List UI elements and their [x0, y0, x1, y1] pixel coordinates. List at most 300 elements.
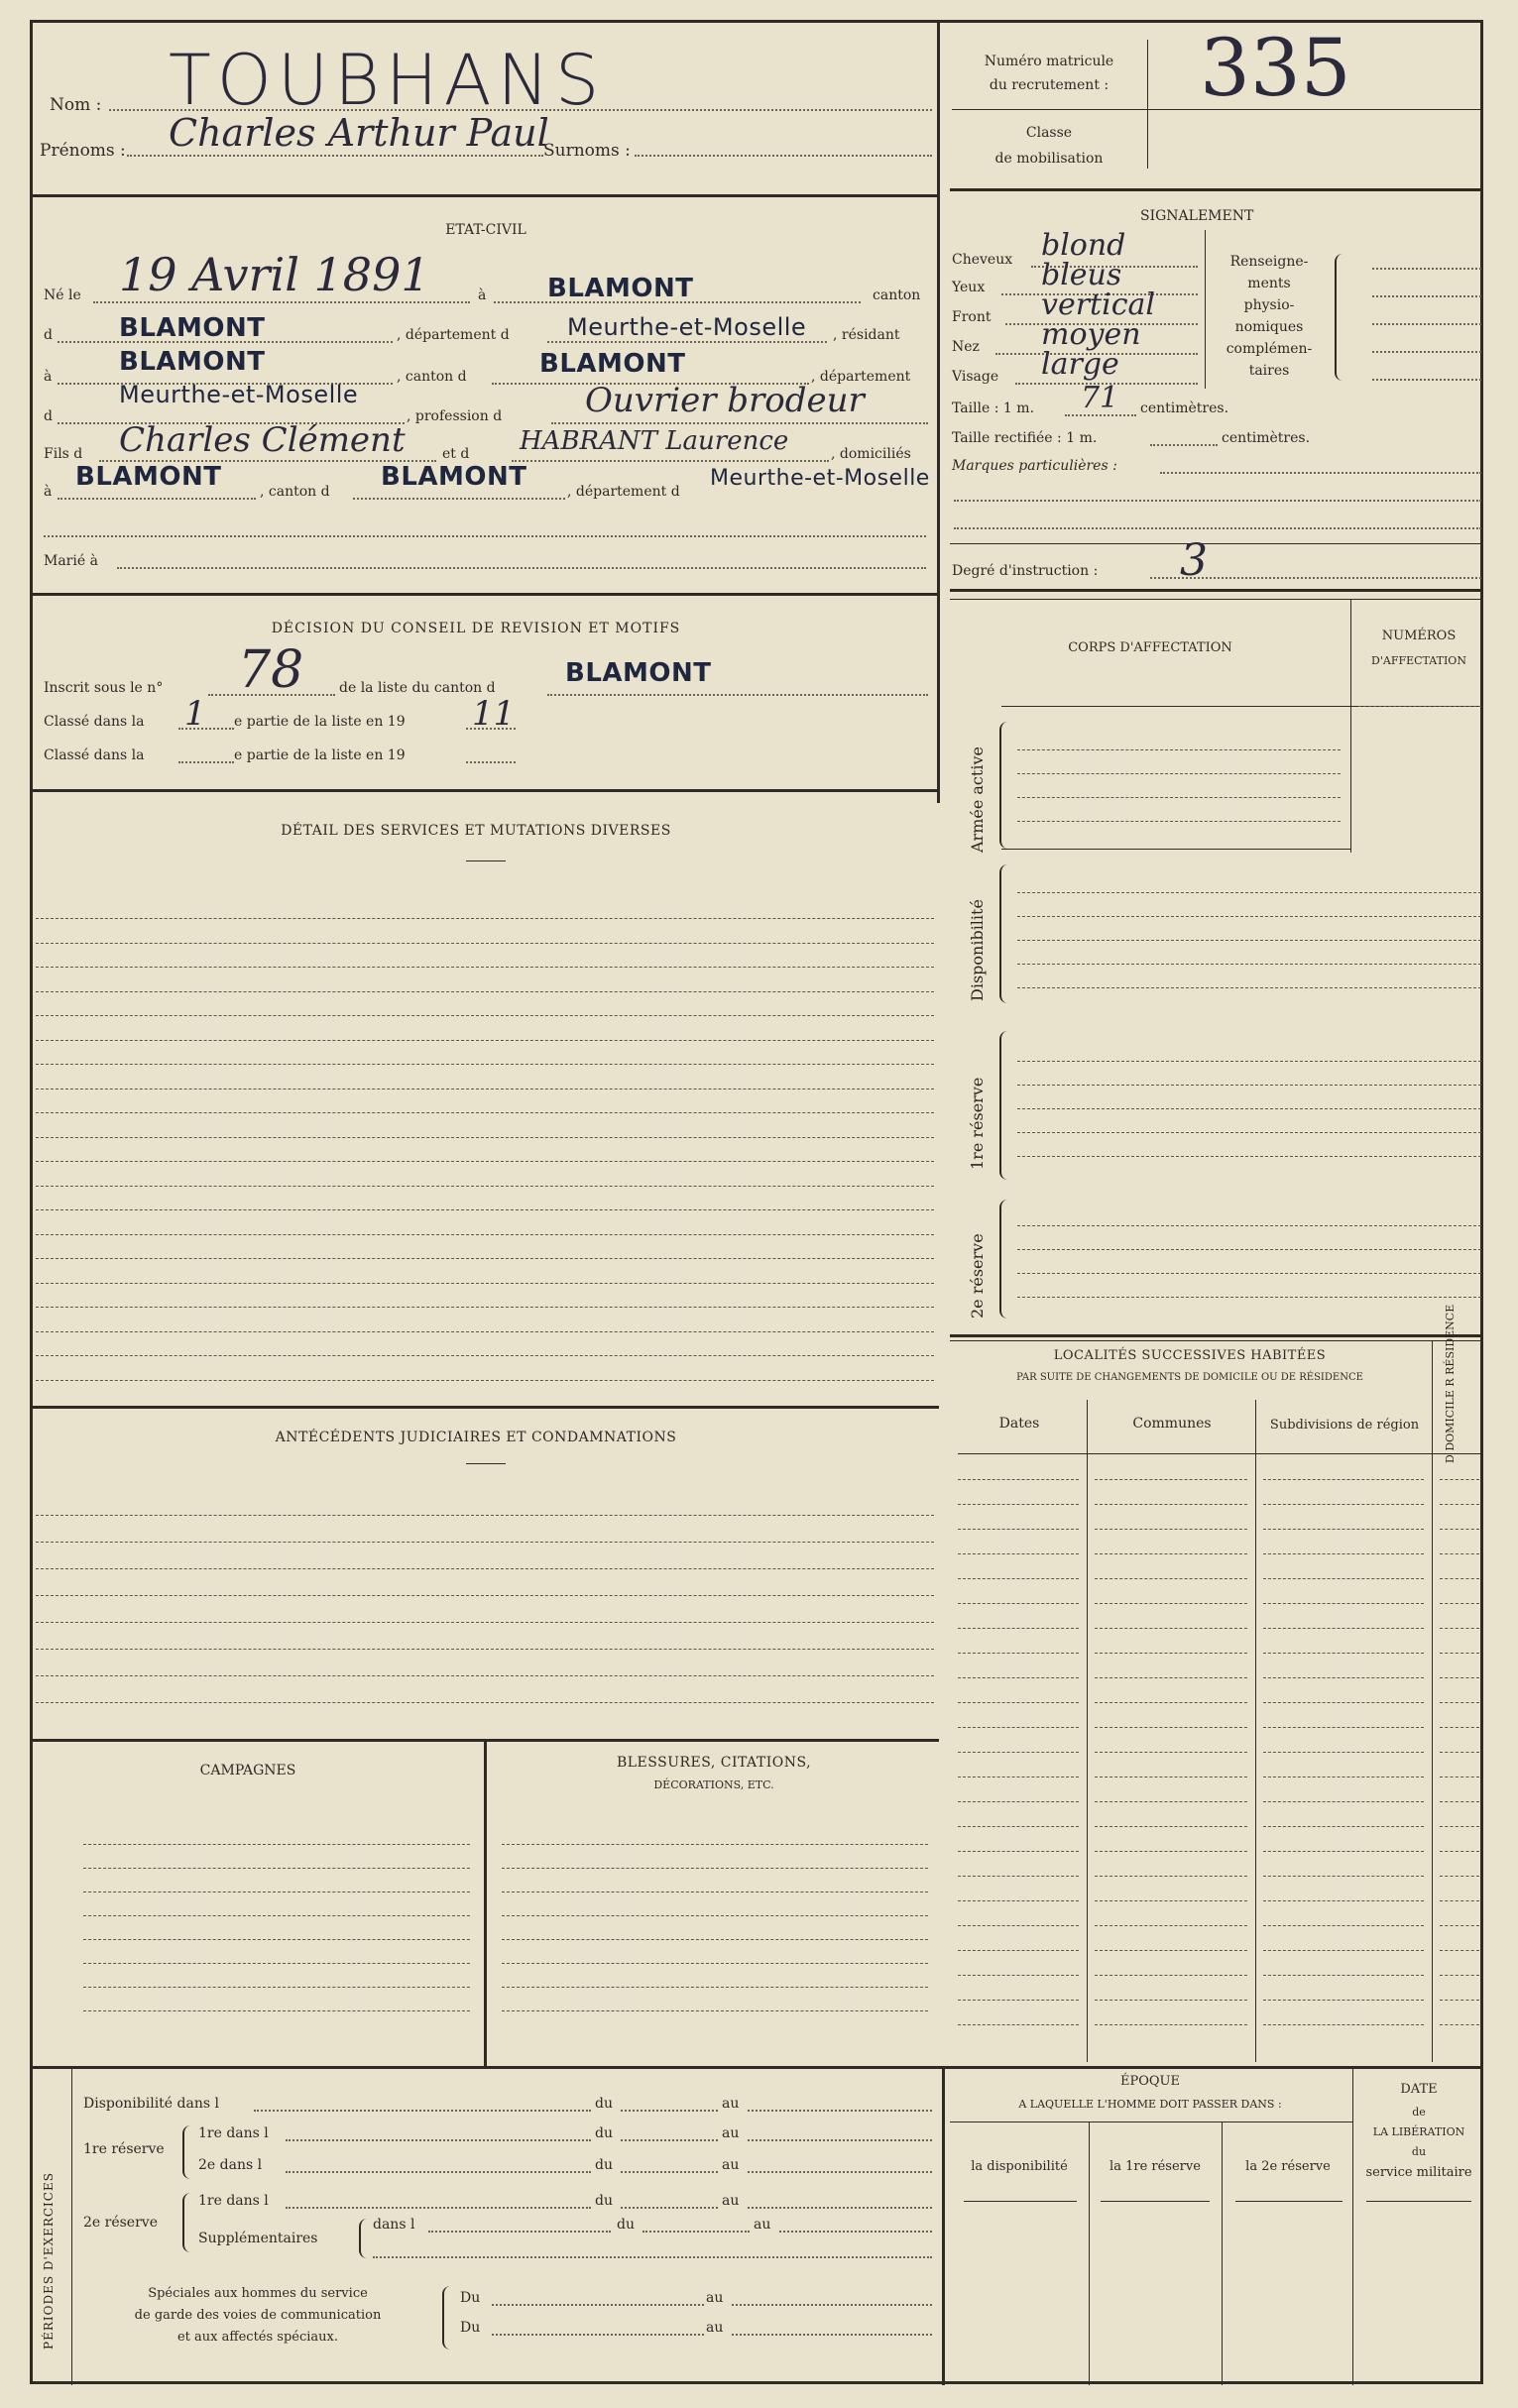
affectation-dispo-line	[1017, 892, 1481, 893]
nez-label: Nez	[952, 339, 980, 355]
date-line-3: LA LIBÉRATION	[1372, 2125, 1465, 2138]
inscrit-label: Inscrit sous le n°	[44, 680, 164, 696]
birth-date-value: 19 Avril 1891	[119, 248, 430, 301]
localites-title-1: LOCALITÉS SUCCESSIVES HABITÉES	[1053, 1348, 1327, 1363]
affectation-res2-line	[1017, 1297, 1481, 1298]
canton2-label: , canton d	[397, 369, 467, 385]
res2-a-du: du	[595, 2193, 613, 2209]
periodes-side-divider	[71, 2066, 72, 2385]
localites-dates-line	[958, 2024, 1079, 2025]
localites-domicile-line	[1440, 1578, 1479, 1579]
localites-communes-line	[1095, 1851, 1247, 1852]
spec-du-1: Du	[460, 2290, 481, 2306]
renseignements-6: taires	[1248, 363, 1290, 379]
localites-domicile-divider	[1432, 1340, 1433, 2062]
father-value: Charles Clément	[119, 420, 406, 460]
spec-line-3: et aux affectés spéciaux.	[176, 2330, 339, 2345]
services-ruled-line	[36, 1137, 934, 1138]
localites-domicile-line	[1440, 1801, 1479, 1802]
affectation-bottom	[950, 1334, 1483, 1337]
localites-dates-line	[958, 1727, 1079, 1728]
services-ruled-line	[36, 1331, 934, 1332]
campagnes-ruled-line	[83, 1939, 470, 1940]
campagnes-divider	[484, 1739, 487, 2066]
etat-civil-blank-line	[44, 535, 926, 537]
residant-label: , résidant	[833, 327, 900, 343]
spec-line-1: Spéciales aux hommes du service	[148, 2286, 368, 2301]
localites-dates-line	[958, 1603, 1079, 1604]
affectation-active-line	[1017, 749, 1341, 750]
localites-subdivisions-line	[1263, 2000, 1424, 2001]
epoque-col-rule-2	[1101, 2201, 1210, 2202]
localites-dates-line	[958, 1900, 1079, 1901]
affectation-brace-1	[999, 722, 1011, 849]
parents-place-value: BLAMONT	[75, 462, 222, 492]
dispo-du-underline	[621, 2110, 718, 2112]
res1-a-label: 1re dans l	[198, 2125, 269, 2141]
localites-subdivisions-line	[1263, 1950, 1424, 1951]
localites-subdivisions-line	[1263, 1677, 1424, 1678]
localites-communes-line	[1095, 1900, 1247, 1901]
localites-communes-line	[1095, 1826, 1247, 1827]
res2-brace	[182, 2193, 192, 2252]
classe-label-2: de mobilisation	[994, 151, 1104, 167]
epoque-col-rule-3	[1235, 2201, 1343, 2202]
departement3-label: , département d	[567, 484, 680, 500]
partie2-label: e partie de la liste en 19	[234, 747, 406, 763]
armee-active-label: Armée active	[968, 746, 987, 853]
affectation-res1-line	[1017, 1156, 1481, 1157]
localites-communes-line	[1095, 1479, 1247, 1480]
residence-value: BLAMONT	[119, 347, 266, 377]
affectation-dispo-line	[1017, 940, 1481, 941]
corps-title: CORPS D'AFFECTATION	[1068, 640, 1232, 655]
localites-dates-line	[958, 1479, 1079, 1480]
res1-a-au-underline	[748, 2139, 932, 2141]
localites-subdivisions-line	[1263, 1578, 1424, 1579]
services-ruled-line	[36, 1209, 934, 1210]
affectation-active-bottom	[1001, 849, 1350, 850]
affectation-res2-line	[1017, 1249, 1481, 1250]
matricule-label-1: Numéro matricule	[984, 54, 1114, 69]
classe2-label: Classé dans la	[44, 747, 145, 763]
res1-b-underline	[286, 2171, 591, 2173]
signalement-divider	[1205, 230, 1206, 389]
canton3-underline	[353, 498, 565, 500]
col-communes: Communes	[1132, 1416, 1212, 1432]
localites-domicile-line	[1440, 1702, 1479, 1703]
localites-domicile-line	[1440, 1752, 1479, 1753]
marie-underline	[117, 567, 926, 569]
res2-a-underline	[286, 2207, 591, 2209]
blessures-ruled-line	[502, 1987, 928, 1988]
affectation-res1-line	[1017, 1132, 1481, 1133]
renseignements-line-3	[1372, 323, 1481, 325]
localites-domicile-line	[1440, 1529, 1479, 1530]
services-ruled-line	[36, 1112, 934, 1113]
services-ruled-line	[36, 1307, 934, 1308]
marques-label: Marques particulières :	[952, 458, 1117, 474]
localites-domicile-line	[1440, 2024, 1479, 2025]
canton2-value: BLAMONT	[539, 349, 686, 379]
localites-subdivisions-line	[1263, 1553, 1424, 1554]
spec-au-2: au	[706, 2320, 724, 2336]
nez-value: moyen	[1041, 317, 1141, 352]
localites-domicile-label: D DOMICILE R RÉSIDENCE	[1444, 1304, 1457, 1463]
affectation-dispo-line	[1017, 964, 1481, 965]
profession-value: Ouvrier brodeur	[585, 381, 865, 420]
localites-subdivisions-line	[1263, 1925, 1424, 1926]
localites-subdivisions-line	[1263, 1479, 1424, 1480]
affectation-res1-line	[1017, 1061, 1481, 1062]
dispo-underline	[254, 2110, 591, 2112]
affectation-dispo-line	[1017, 987, 1481, 988]
classe1-value: 1	[184, 694, 206, 734]
affectation-active-line	[1017, 797, 1341, 798]
matricule-label-2: du recrutement :	[989, 77, 1109, 93]
header-divider	[937, 20, 940, 803]
affectation-brace-4	[999, 1200, 1011, 1319]
inscrit-value: 78	[238, 640, 304, 700]
prenoms-value: Charles Arthur Paul	[169, 111, 549, 155]
prenoms-label: Prénoms :	[40, 141, 126, 161]
classe1-label: Classé dans la	[44, 714, 145, 730]
marie-label: Marié à	[44, 553, 98, 569]
services-title-rule	[466, 860, 506, 861]
res2-b-au: au	[754, 2217, 771, 2233]
date-line-5: service militaire	[1365, 2165, 1472, 2180]
numeros-divider	[1350, 599, 1351, 853]
judiciaires-title: ANTÉCÉDENTS JUDICIAIRES ET CONDAMNATIONS	[275, 1430, 677, 1445]
res2-a-du-underline	[621, 2207, 718, 2209]
localites-dates-line	[958, 2000, 1079, 2001]
res1-b-du-underline	[621, 2171, 718, 2173]
header-bottom-right	[950, 188, 1483, 191]
date-line-4: du	[1411, 2145, 1427, 2158]
services-ruled-line	[36, 1380, 934, 1381]
numeros-title-2: D'AFFECTATION	[1371, 654, 1466, 667]
localites-subdivisions-line	[1263, 1628, 1424, 1629]
renseignements-brace	[1335, 254, 1346, 381]
localites-communes-line	[1095, 1529, 1247, 1530]
campagnes-ruled-line	[83, 1915, 470, 1916]
epoque-title-2: A LAQUELLE L'HOMME DOIT PASSER DANS :	[1018, 2098, 1282, 2111]
cheveux-label: Cheveux	[952, 252, 1013, 268]
campagnes-ruled-line	[83, 1987, 470, 1988]
localites-dates-line	[958, 1553, 1079, 1554]
judiciaires-ruled-line	[36, 1595, 934, 1596]
localites-communes-line	[1095, 1801, 1247, 1802]
localites-communes-line	[1095, 2000, 1247, 2001]
liste-canton-label: de la liste du canton d	[339, 680, 496, 696]
localites-domicile-line	[1440, 1925, 1479, 1926]
res2-b-blank	[373, 2256, 932, 2258]
services-ruled-line	[36, 918, 934, 919]
localites-communes-line	[1095, 1628, 1247, 1629]
localites-domicile-line	[1440, 2000, 1479, 2001]
cheveux-value: blond	[1041, 228, 1126, 263]
localites-communes-line	[1095, 1603, 1247, 1604]
localites-domicile-line	[1440, 1727, 1479, 1728]
spec-au-1-underline	[732, 2304, 932, 2306]
epoque-col-3: la 2e réserve	[1245, 2159, 1331, 2174]
marques-underline-3	[954, 527, 1481, 529]
localites-domicile-line	[1440, 1975, 1479, 1976]
mother-label: et d	[442, 446, 470, 462]
res2-b-label: Supplémentaires	[198, 2231, 318, 2246]
spec-au-1: au	[706, 2290, 724, 2306]
numeros-line	[1358, 706, 1481, 707]
canton3-value: BLAMONT	[381, 462, 527, 492]
services-ruled-line	[36, 967, 934, 968]
col-subdivisions: Subdivisions de région	[1269, 1418, 1420, 1433]
departement2-value: Meurthe-et-Moselle	[119, 381, 359, 408]
epoque-col-divider-1	[1089, 2121, 1090, 2385]
localites-dates-line	[958, 1628, 1079, 1629]
d-label: d	[44, 327, 53, 343]
numeros-title-1: NUMÉROS	[1381, 629, 1457, 643]
localites-domicile-line	[1440, 1900, 1479, 1901]
services-ruled-line	[36, 1186, 934, 1187]
localites-header-rule	[958, 1453, 1481, 1454]
birth-date-underline	[93, 301, 470, 303]
services-bottom	[30, 1406, 939, 1409]
epoque-date-divider	[1352, 2066, 1353, 2385]
taille-value: 71	[1081, 381, 1119, 415]
etat-civil-title: ETAT-CIVIL	[445, 222, 526, 238]
localites-domicile-line	[1440, 1653, 1479, 1654]
spec-au-2-underline	[732, 2334, 932, 2336]
judiciaires-ruled-line	[36, 1675, 934, 1676]
localites-domicile-line	[1440, 1851, 1479, 1852]
res1-b-au: au	[722, 2157, 740, 2173]
header-bottom-left	[30, 194, 939, 197]
blessures-ruled-line	[502, 2010, 928, 2011]
departement3-value: Meurthe-et-Moselle	[710, 466, 930, 491]
localites-subdivisions-line	[1263, 1603, 1424, 1604]
profession-underline	[551, 422, 928, 424]
renseignements-line-5	[1372, 379, 1481, 381]
affectation-res1-line	[1017, 1108, 1481, 1109]
d2-label: d	[44, 408, 53, 424]
departement-underline	[547, 341, 827, 343]
dispo-au-underline	[748, 2110, 932, 2112]
dispo-du: du	[595, 2096, 613, 2112]
surnoms-label: Surnoms :	[543, 141, 631, 161]
blessures-ruled-line	[502, 1844, 928, 1845]
affectation-res2-line	[1017, 1225, 1481, 1226]
localites-communes-line	[1095, 1950, 1247, 1951]
matricule-value: 335	[1200, 22, 1351, 114]
epoque-col-2: la 1re réserve	[1109, 2159, 1201, 2174]
res2-b-du: du	[617, 2217, 635, 2233]
res2-b-au-underline	[779, 2231, 932, 2233]
signalement-bottom	[950, 589, 1483, 592]
affectation-res2-line	[1017, 1273, 1481, 1274]
partie1-label: e partie de la liste en 19	[234, 714, 406, 730]
liste-canton-underline	[547, 694, 928, 696]
affectation-brace-3	[999, 1031, 1011, 1180]
services-ruled-line	[36, 1234, 934, 1235]
signalement-title: SIGNALEMENT	[1140, 208, 1254, 224]
judiciaires-ruled-line	[36, 1568, 934, 1569]
localites-dates-line	[958, 1950, 1079, 1951]
epoque-col-rule-1	[964, 2201, 1077, 2202]
localites-col-divider-1	[1087, 1400, 1088, 2062]
mother-value: HABRANT Laurence	[520, 426, 789, 456]
localites-dates-line	[958, 1529, 1079, 1530]
matricule-rule	[952, 109, 1483, 110]
domicilies-label: , domiciliés	[831, 446, 911, 462]
col-dates: Dates	[998, 1416, 1040, 1432]
conseil-title: DÉCISION DU CONSEIL DE REVISION ET MOTIFS	[271, 621, 681, 636]
localites-communes-line	[1095, 1975, 1247, 1976]
annee1-value: 11	[472, 694, 516, 734]
services-ruled-line	[36, 1161, 934, 1162]
localites-communes-line	[1095, 1653, 1247, 1654]
localites-title-2: PAR SUITE DE CHANGEMENTS DE DOMICILE OU DE RÉSIDENCE	[1016, 1372, 1363, 1383]
taille-label: Taille : 1 m.	[952, 401, 1035, 416]
localites-communes-line	[1095, 1876, 1247, 1877]
localites-dates-line	[958, 1826, 1079, 1827]
localites-subdivisions-line	[1263, 1900, 1424, 1901]
annee2-underline	[466, 761, 516, 763]
departement-label: , département d	[397, 327, 510, 343]
services-ruled-line	[36, 943, 934, 944]
services-ruled-line	[36, 1283, 934, 1284]
front-value: vertical	[1041, 287, 1155, 322]
campagnes-ruled-line	[83, 1963, 470, 1964]
blessures-ruled-line	[502, 1963, 928, 1964]
dispo-label: Disponibilité dans l	[83, 2096, 219, 2112]
blessures-ruled-line	[502, 1868, 928, 1869]
localites-subdivisions-line	[1263, 1975, 1424, 1976]
judiciaires-ruled-line	[36, 1702, 934, 1703]
services-title: DÉTAIL DES SERVICES ET MUTATIONS DIVERSES	[281, 823, 671, 839]
yeux-value: bleus	[1041, 258, 1122, 292]
departement2-label: , département	[811, 369, 911, 385]
localites-domicile-line	[1440, 1876, 1479, 1877]
blessures-ruled-line	[502, 1939, 928, 1940]
localites-col-divider-2	[1255, 1400, 1256, 2062]
localites-communes-line	[1095, 1727, 1247, 1728]
res1-b-label: 2e dans l	[198, 2157, 263, 2173]
res2-a-label: 1re dans l	[198, 2193, 269, 2209]
services-ruled-line	[36, 1040, 934, 1041]
localites-domicile-line	[1440, 1553, 1479, 1554]
localites-communes-line	[1095, 1578, 1247, 1579]
renseignements-1: Renseigne-	[1229, 254, 1309, 270]
periodes-side-label: PÉRIODES D'EXERCICES	[42, 2172, 56, 2350]
ne-le-label: Né le	[44, 287, 81, 303]
localites-dates-line	[958, 1925, 1079, 1926]
campagnes-ruled-line	[83, 2010, 470, 2011]
localites-communes-line	[1095, 2024, 1247, 2025]
res2-a-au: au	[722, 2193, 740, 2209]
surnoms-underline	[635, 155, 932, 157]
services-ruled-line	[36, 1258, 934, 1259]
marques-underline-2	[954, 500, 1481, 502]
departement-value: Meurthe-et-Moselle	[567, 313, 807, 341]
localites-subdivisions-line	[1263, 1504, 1424, 1505]
spec-du-2-underline	[492, 2334, 704, 2336]
localites-dates-line	[958, 1851, 1079, 1852]
localites-dates-line	[958, 1578, 1079, 1579]
res2-label: 2e réserve	[83, 2215, 158, 2231]
renseignements-3: physio-	[1243, 297, 1295, 313]
etat-civil-bottom	[30, 593, 939, 596]
res2-b-dans-underline	[428, 2231, 611, 2233]
campagnes-ruled-line	[83, 1844, 470, 1845]
visage-value: large	[1041, 347, 1119, 382]
epoque-col-1: la disponibilité	[971, 2159, 1068, 2174]
res1-a-du-underline	[621, 2139, 718, 2141]
affectation-active-line	[1017, 773, 1341, 774]
res1-b-au-underline	[748, 2171, 932, 2173]
classe-label-1: Classe	[1025, 125, 1073, 141]
localites-subdivisions-line	[1263, 1752, 1424, 1753]
res1-a-du: du	[595, 2125, 613, 2141]
spec-line-2: de garde des voies de communication	[134, 2308, 382, 2323]
localites-domicile-line	[1440, 1628, 1479, 1629]
date-line-1: DATE	[1400, 2082, 1438, 2097]
judiciaires-ruled-line	[36, 1649, 934, 1650]
localites-communes-line	[1095, 1925, 1247, 1926]
localites-subdivisions-line	[1263, 1727, 1424, 1728]
affectation-brace-2	[999, 864, 1011, 1003]
periodes-right-divider	[942, 2066, 945, 2385]
dispo-au: au	[722, 2096, 740, 2112]
services-ruled-line	[36, 991, 934, 992]
blessures-title-2: DÉCORATIONS, ETC.	[653, 1778, 774, 1791]
liste-canton-value: BLAMONT	[565, 658, 712, 688]
localites-dates-line	[958, 1876, 1079, 1877]
spec-du-2: Du	[460, 2320, 481, 2336]
affectation-dispo-line	[1017, 916, 1481, 917]
localites-subdivisions-line	[1263, 1702, 1424, 1703]
localites-communes-line	[1095, 1702, 1247, 1703]
a2-label: à	[44, 369, 53, 385]
affectation-res1-line	[1017, 1085, 1481, 1086]
canton3-label: , canton d	[260, 484, 330, 500]
res1-label: 1re réserve	[83, 2141, 165, 2157]
affectation-top	[950, 599, 1483, 600]
birth-place-value: BLAMONT	[547, 274, 694, 303]
instruction-value: 3	[1180, 535, 1208, 586]
localites-dates-line	[958, 1702, 1079, 1703]
mother-underline	[512, 460, 829, 462]
localites-domicile-line	[1440, 1950, 1479, 1951]
renseignements-line-1	[1372, 268, 1481, 270]
centimetres-1: centimètres.	[1140, 401, 1229, 416]
localites-dates-line	[958, 1752, 1079, 1753]
canton-value: BLAMONT	[119, 313, 266, 343]
epoque-header-rule	[950, 2121, 1352, 2122]
localites-communes-line	[1095, 1677, 1247, 1678]
epoque-title-1: ÉPOQUE	[1120, 2074, 1180, 2089]
localites-dates-line	[958, 1677, 1079, 1678]
a-label: à	[478, 287, 487, 303]
matricule-divider	[1147, 40, 1148, 169]
renseignements-5: complémen-	[1226, 341, 1313, 357]
campagnes-bottom	[30, 2066, 1483, 2069]
localites-subdivisions-line	[1263, 1529, 1424, 1530]
localites-subdivisions-line	[1263, 1653, 1424, 1654]
judiciaires-title-rule	[466, 1463, 506, 1464]
nom-label: Nom :	[50, 95, 102, 115]
localites-subdivisions-line	[1263, 1876, 1424, 1877]
spec-du-1-underline	[492, 2304, 704, 2306]
